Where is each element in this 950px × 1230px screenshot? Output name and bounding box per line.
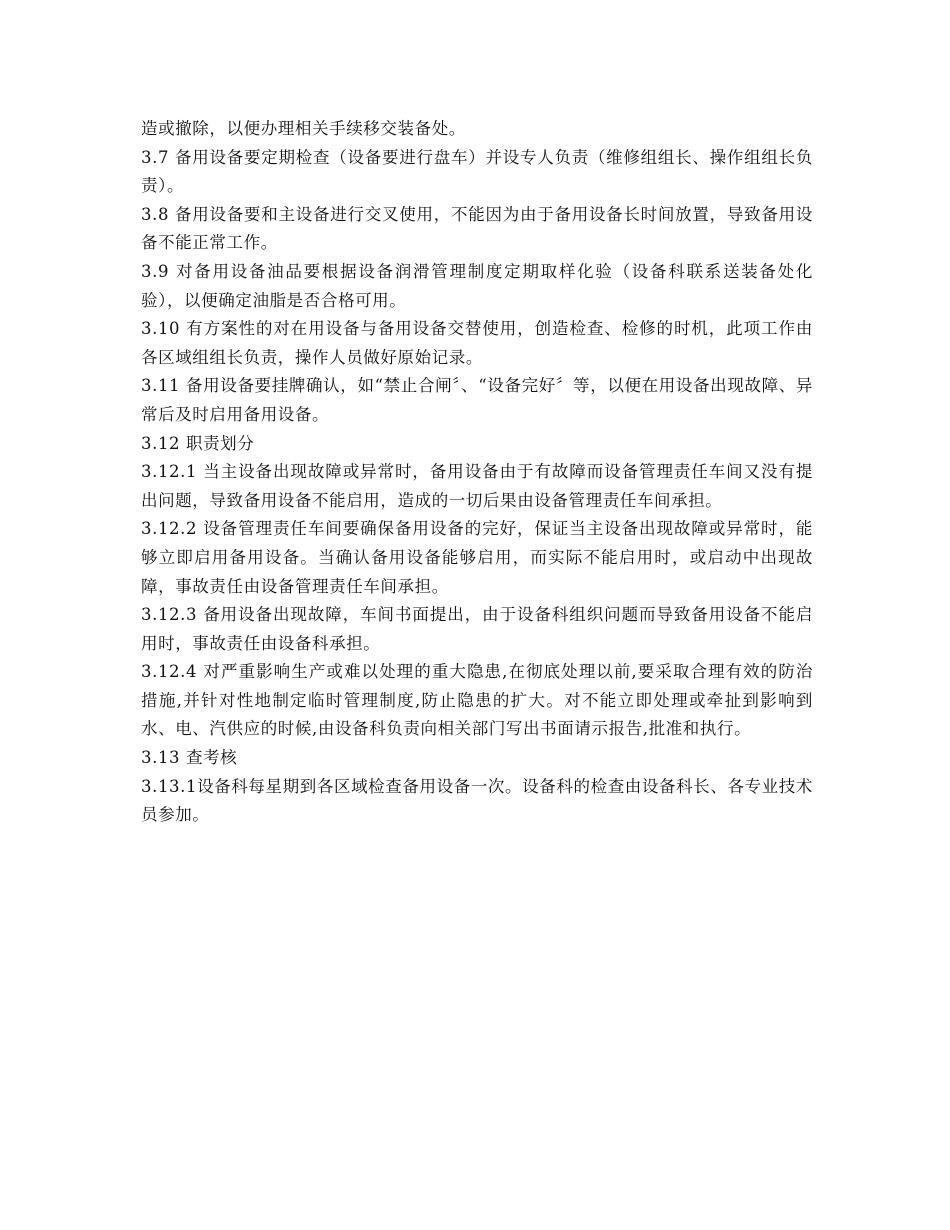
heading-3-13: 3.13 查考核 <box>141 748 238 768</box>
paragraph-3-12-3: 3.12.3 备用设备出现故障，车间书面提出，由于设备科组织问题而导致备用设备不能启用时，事故责任由设备科承担。 <box>141 605 813 653</box>
paragraph-3-9: 3.9 对备用设备油品要根据设备润滑管理制度定期取样化验（设备科联系送装备处化验），以便确定油脂是否合格可用。 <box>141 261 813 310</box>
paragraph-3-10: 3.10 有方案性的对在用设备与备用设备交替使用，创造检查、检修的时机，此项工作由各区域组组长负责，操作人员做好原始记录。 <box>141 319 813 367</box>
paragraph-3-12-2: 3.12.2 设备管理责任车间要确保备用设备的完好，保证当主设备出现故障或异常时，能够立即启用备用设备。当确认备用设备能够启用，而实际不能启用时，或启动中出现故障，事故责任由设备管理责任车间承担。 <box>141 519 813 596</box>
paragraph-continuation: 造或撤除，以便办理相关手续移交装备处。 <box>141 119 466 138</box>
heading-3-12: 3.12 职责划分 <box>141 433 255 453</box>
document-body <box>141 115 813 830</box>
paragraph-3-13-1: 3.13.1设备科每星期到各区域检查备用设备一次。设备科的检查由设备科长、各专业技术员参加。 <box>141 776 813 825</box>
paragraph-3-12-1: 3.12.1 当主设备出现故障或异常时，备用设备由于有故障而设备管理责任车间又没有提出问题，导致备用设备不能启用，造成的一切后果由设备管理责任车间承担。 <box>141 462 813 510</box>
paragraph-3-12-4: 3.12.4 对严重影响生产或难以处理的重大隐患,在彻底处理以前,要采取合理有效的防治措施,并针对性地制定临时管理制度,防止隐患的扩大。对不能立即处理或牵扯到影响到水、电、汽供应的时候,由设备科负责向相关部门写出书面请示报告,批准和执行。 <box>141 662 813 739</box>
paragraph-3-11: 3.11 备用设备要挂牌确认，如“禁止合闸〞、“设备完好〞等，以便在用设备出现故障、异常后及时启用备用设备。 <box>141 376 813 424</box>
paragraph-3-8: 3.8 备用设备要和主设备进行交叉使用，不能因为由于备用设备长时间放置，导致备用设备不能正常工作。 <box>141 204 813 253</box>
paragraph-3-7: 3.7 备用设备要定期检查（设备要进行盘车）并设专人负责（维修组组长、操作组组长负责）。 <box>141 147 813 196</box>
